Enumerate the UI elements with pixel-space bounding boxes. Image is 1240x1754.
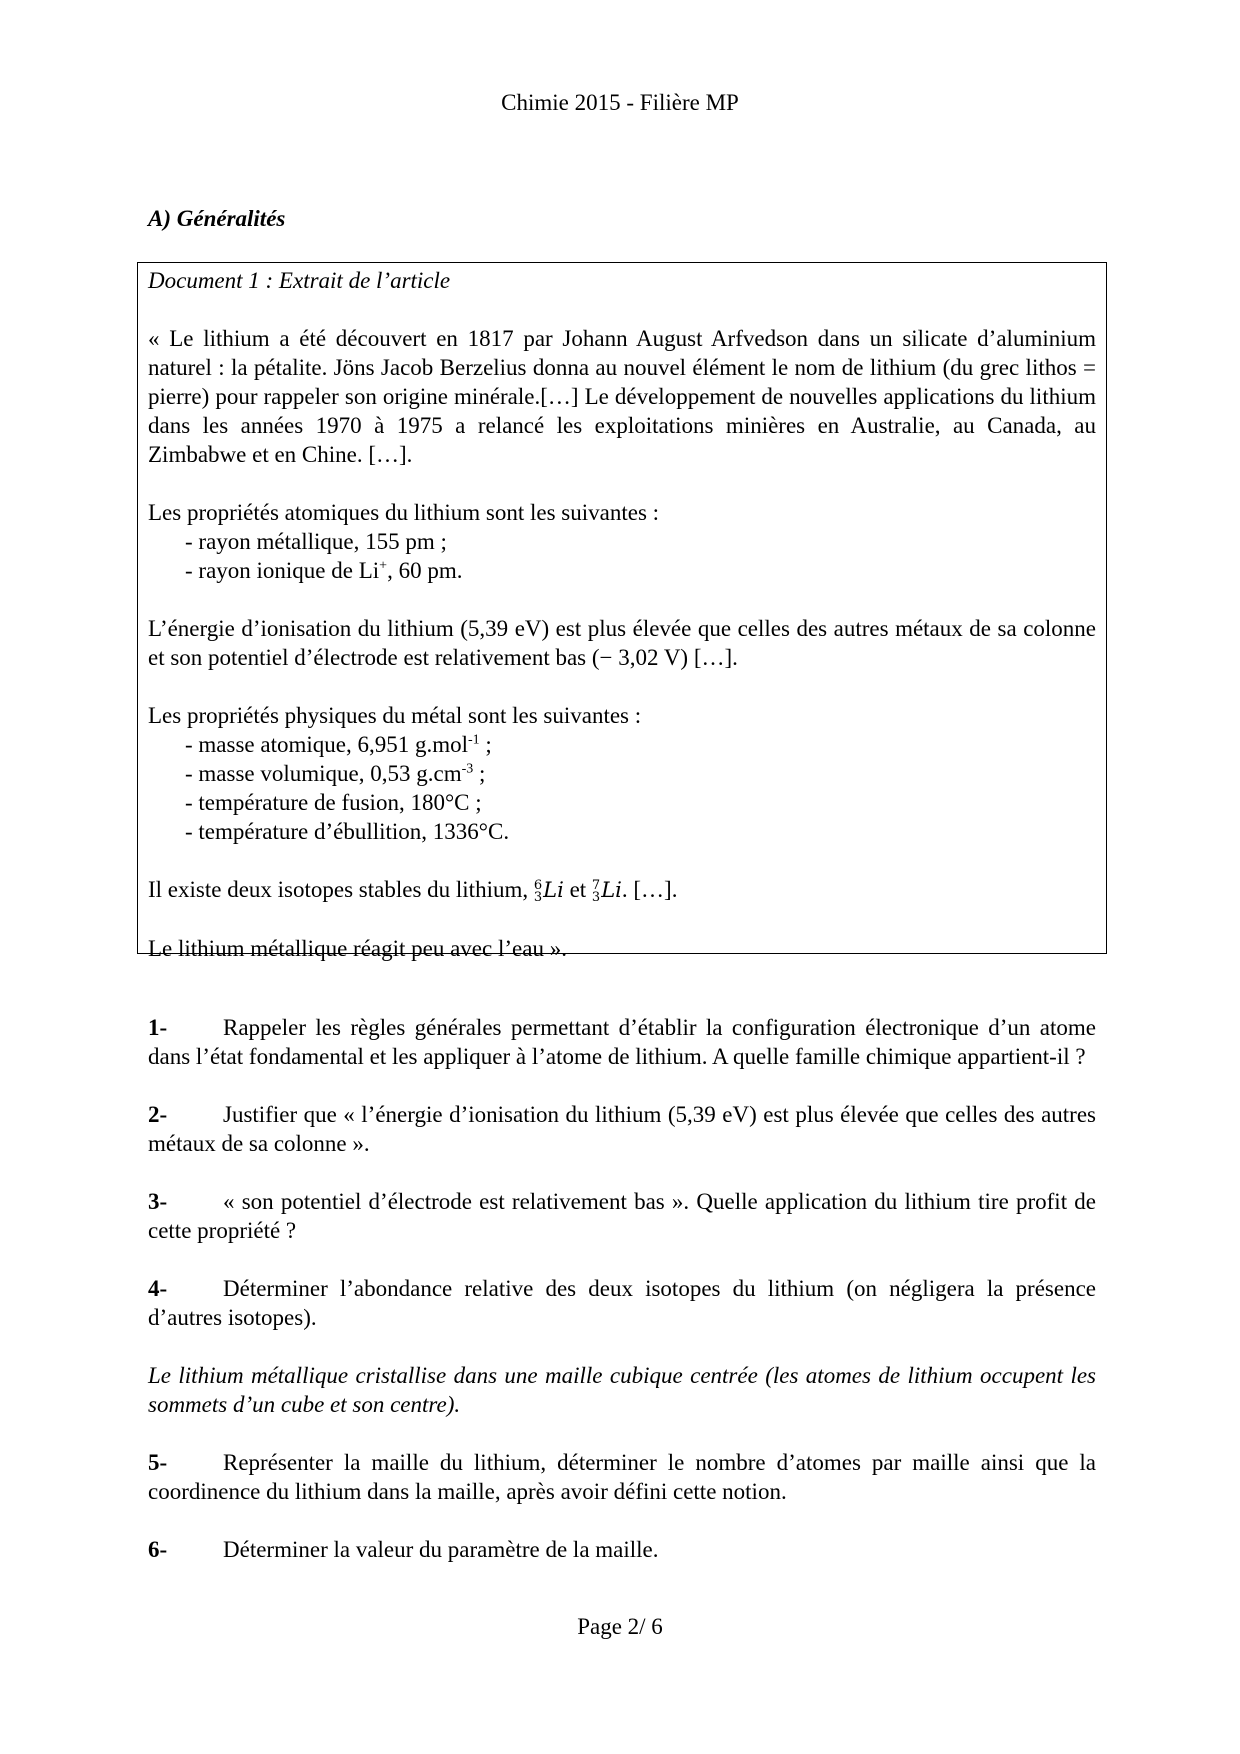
physical-property-density: - masse volumique, 0,53 $g.cm^{-3}$ ; <box>185 761 486 786</box>
atomic-properties-intro: Les propriétés atomiques du lithium sont les suivantes : <box>148 500 660 525</box>
question-1: 1- Rappeler les règles générales permettant d’établir la configuration électronique d’un atome dans l’état fondamental et les appliquer à l’atome de lithium. A quelle famille chimique appartient-il ? <box>148 1015 1096 1069</box>
atomic-property-metallic-radius: - rayon métallique, 155 pm ; <box>185 529 447 554</box>
question-5: 5- Représenter la maille du lithium, déterminer le nombre d’atomes par maille ainsi que la coordinence du lithium dans la maille, après avoir défini cette notion. <box>148 1450 1096 1504</box>
page-footer: Page 2/ 6 <box>577 1614 663 1639</box>
document-box <box>137 262 1107 961</box>
isotopes-paragraph: Il existe deux isotopes stables du lithium, 6 3 Li et 7 3 Li. […]. <box>148 877 678 905</box>
crystal-structure-note: Le lithium métallique cristallise dans une maille cubique centrée (les atomes de lithium occupent les sommets d’un cube et son centre). <box>148 1363 1096 1417</box>
physical-property-atomic-mass: - masse atomique, 6,951 g.mol$^{-1}$ ; <box>185 732 492 757</box>
atomic-property-ionic-radius: - rayon ionique de Li+, 60 pm. <box>185 558 463 583</box>
page-header: Chimie 2015 - Filière MP <box>501 90 739 115</box>
section-title: A) Généralités <box>148 206 286 231</box>
physical-property-melting-point: - température de fusion, 180°C ; <box>185 790 482 815</box>
document-intro: « Le lithium a été découvert en 1817 par Johann August Arfvedson dans un silicate d’aluminium naturel : la pétalite. Jöns Jacob Berzelius donna au nouvel élément le nom de lithium (du grec lithos = pierre) pour rappeler son origine minérale.[…] Le développement de nouvelles applications du lithium dans les années 1970 à 1975 a relancé les exploitations minières en Australie, au Canada, au Zimbabwe et en Chine. […]. <box>148 326 1096 467</box>
questions-list <box>148 1013 1096 1593</box>
ionisation-paragraph: L’énergie d’ionisation du lithium (5,39 eV) est plus élevée que celles des autres métaux de sa colonne et son potentiel d’électrode est relativement bas (− 3,02 V) […]. <box>148 616 1096 670</box>
water-reaction-paragraph: Le lithium métallique réagit peu avec l’eau ». <box>148 936 567 961</box>
isotope-li6: 6 3 Li <box>533 877 564 905</box>
document-title: Document 1 : Extrait de l’article <box>148 268 451 293</box>
isotope-li7: 7 3 Li <box>591 877 622 905</box>
question-3: 3- « son potentiel d’électrode est relativement bas ». Quelle application du lithium tire profit de cette propriété ? <box>148 1189 1096 1243</box>
question-6: 6- Déterminer la valeur du paramètre de la maille. <box>148 1537 659 1562</box>
question-4: 4- Déterminer l’abondance relative des deux isotopes du lithium (on négligera la présence d’autres isotopes). <box>148 1276 1096 1330</box>
question-2: 2- Justifier que « l’énergie d’ionisation du lithium (5,39 eV) est plus élevée que celles des autres métaux de sa colonne ». <box>148 1102 1096 1156</box>
physical-property-boiling-point: - température d’ébullition, 1336°C. <box>185 819 510 844</box>
physical-properties-intro: Les propriétés physiques du métal sont les suivantes : <box>148 703 642 728</box>
